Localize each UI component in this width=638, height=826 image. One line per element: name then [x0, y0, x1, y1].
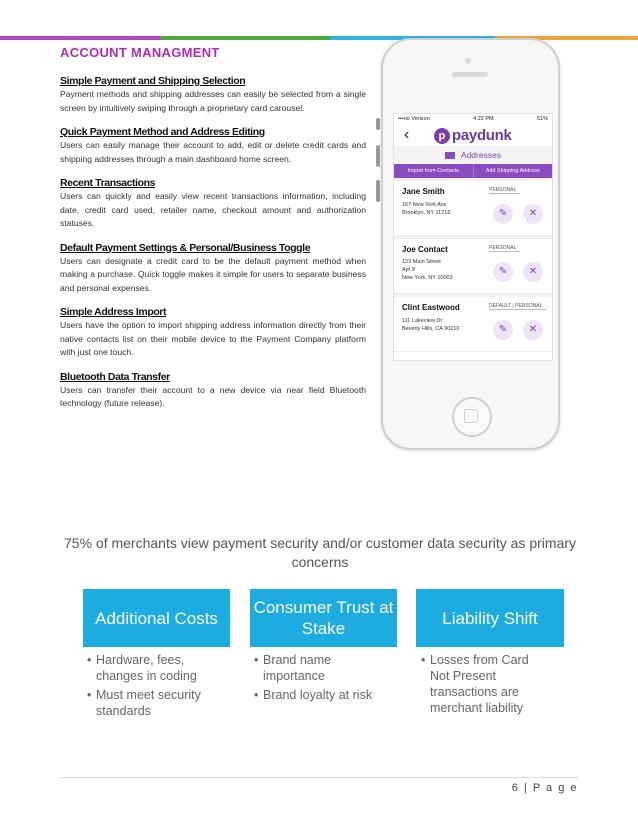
- page-number: 6 | P a g e: [511, 782, 578, 794]
- contact-name: Joe Contact: [402, 245, 448, 254]
- edit-pencil-icon[interactable]: ✎: [493, 262, 513, 282]
- contact-address: [402, 258, 453, 282]
- logo-text: paydunk: [452, 127, 512, 144]
- phone-speaker: [452, 72, 488, 77]
- topbar-segment-purple: [0, 36, 160, 40]
- battery-level: 51%: [536, 116, 548, 122]
- concern-bullets-liability-shift: [419, 652, 547, 719]
- tab-bar: [394, 164, 552, 178]
- screen-title: Addresses: [460, 150, 502, 160]
- add-shipping-address-button[interactable]: Add Shipping Address: [485, 168, 540, 174]
- section-title: ACCOUNT MANAGMENT: [60, 45, 220, 60]
- top-color-bar: [0, 36, 638, 40]
- address-line: 167 New York Ave: [402, 202, 447, 208]
- topbar-segment-green: [160, 36, 330, 40]
- concern-bullets-additional-costs: [85, 652, 220, 722]
- carrier-signal: •••oo Verizon: [398, 116, 430, 122]
- feature-list: [60, 75, 366, 422]
- feature-text: Users can quickly and easily view recent transactions information, including date, credit card used, retailer name, checkout amount and authorization statuses.: [60, 191, 366, 228]
- contact-address: [402, 201, 450, 217]
- feature-item: [60, 371, 366, 411]
- phone-home-button: [452, 397, 492, 437]
- feature-item: [60, 177, 366, 231]
- concern-box-consumer-trust: Consumer Trust at Stake: [250, 589, 397, 647]
- phone-volume-up: [376, 145, 380, 167]
- feature-title: Quick Payment Method and Address Editing: [60, 126, 265, 138]
- feature-text: Payment methods and shipping addresses can easily be selected from a single screen by intuitively swiping through a proprietary card carousel.: [60, 89, 366, 113]
- import-contacts-button[interactable]: Import from Contacts: [394, 164, 474, 178]
- phone-volume-down: [376, 180, 380, 202]
- bullet-item: • Hardware, fees, changes in coding: [85, 652, 220, 684]
- feature-item: [60, 75, 366, 115]
- feature-title: Default Payment Settings & Personal/Business Toggle: [60, 241, 311, 254]
- delete-x-icon[interactable]: ✕: [523, 262, 543, 282]
- edit-pencil-icon[interactable]: ✎: [493, 320, 513, 340]
- address-type-tag: PERSONAL: [489, 245, 520, 252]
- address-line: Beverly Hills, CA 90210: [402, 326, 460, 332]
- contact-address: [402, 317, 459, 333]
- bullet-item: • Losses from Card Not Present transactions are merchant liability: [419, 652, 547, 716]
- feature-item: [60, 242, 366, 296]
- phone-mute-switch: [376, 118, 380, 130]
- concern-box-liability-shift: Liability Shift: [416, 589, 564, 647]
- address-line: Brooklyn, NY 11216: [402, 210, 451, 216]
- feature-text: Users have the option to import shipping address information directly from their native contacts list on their mobile device to the Payment Company platform with just one touch.: [60, 320, 366, 357]
- footer-divider: [60, 777, 578, 778]
- feature-text: Users can easily manage their account to add, edit or delete credit cards and shipping addresses through a main dashboard home screen.: [60, 140, 366, 164]
- address-card[interactable]: [394, 297, 552, 352]
- address-card[interactable]: [394, 239, 552, 294]
- address-type-tag: PERSONAL: [489, 187, 520, 194]
- bullet-item: • Brand loyalty at risk: [252, 687, 392, 703]
- feature-text: Users can designate a credit card to be the default payment method when making a purchase. Quick toggle makes it simple for users to separate business and personal expenses.: [60, 255, 366, 293]
- status-bar: [394, 114, 552, 124]
- envelope-icon: [445, 152, 455, 159]
- security-statement: 75% of merchants view payment security and/or customer data security as primary concerns: [64, 535, 576, 570]
- screen-title-bar: [394, 146, 552, 164]
- address-card[interactable]: [394, 181, 552, 236]
- feature-text: Users can transfer their account to a new device via near field Bluetooth technology (future release).: [60, 384, 366, 408]
- feature-item: [60, 306, 366, 360]
- contact-name: Jane Smith: [402, 187, 445, 196]
- feature-title: Recent Transactions: [60, 177, 156, 189]
- feature-title: Simple Address Import: [60, 306, 167, 318]
- concern-bullets-consumer-trust: [252, 652, 392, 706]
- feature-title: Simple Payment and Shipping Selection: [60, 75, 246, 87]
- bullet-item: • Brand name importance: [252, 652, 392, 684]
- feature-item: [60, 126, 366, 166]
- address-line: Apt 9: [402, 267, 415, 273]
- app-header: [394, 124, 552, 146]
- phone-camera: [465, 58, 471, 64]
- phone-screen: [393, 113, 553, 361]
- delete-x-icon[interactable]: ✕: [523, 320, 543, 340]
- address-line: 111 Lakeview Dr: [402, 318, 443, 324]
- bullet-item: • Must meet security standards: [85, 687, 220, 719]
- concern-box-additional-costs: Additional Costs: [83, 589, 230, 647]
- address-line: New York, NY 10003: [402, 275, 453, 281]
- contact-name: Clint Eastwood: [402, 303, 460, 312]
- delete-x-icon[interactable]: ✕: [523, 204, 543, 224]
- logo-badge: p: [434, 128, 450, 144]
- back-chevron-icon[interactable]: ‹: [404, 126, 410, 143]
- feature-title: Bluetooth Data Transfer: [60, 370, 170, 383]
- edit-pencil-icon[interactable]: ✎: [493, 204, 513, 224]
- address-type-tag: DEFAULT | PERSONAL: [489, 303, 546, 310]
- status-time: 4:22 PM: [473, 116, 494, 122]
- paydunk-logo: [434, 127, 512, 144]
- address-line: 123 Main Street: [402, 259, 441, 265]
